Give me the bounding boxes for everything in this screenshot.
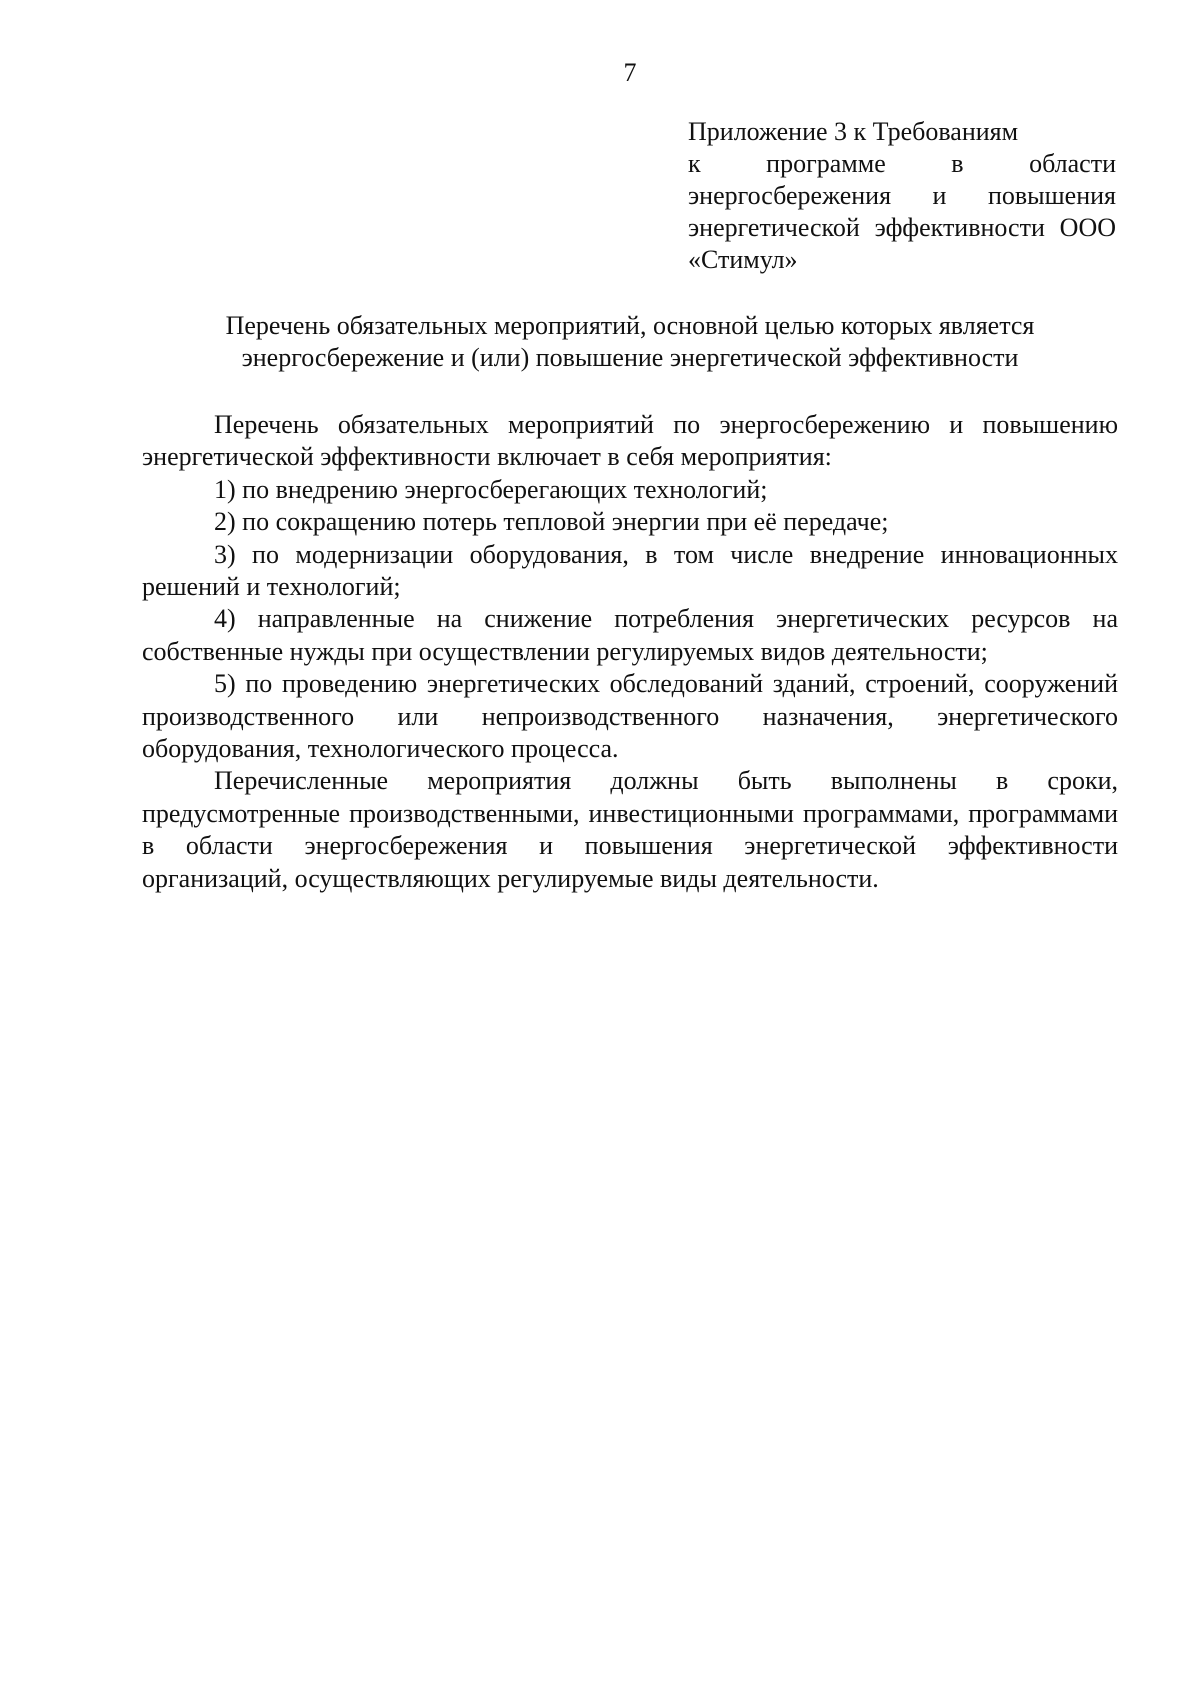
appendix-reference-text: к программе в области энергосбережения и повышения энергетической эффективности ООО «Стимул»	[688, 149, 1116, 274]
appendix-title-line: Приложение 3 к Требованиям	[688, 117, 1019, 146]
document-title	[142, 310, 1118, 374]
document-title-line-1: Перечень обязательных мероприятий, основной целью которых является	[225, 311, 1035, 340]
document-body	[142, 409, 1118, 895]
list-item-1: 1) по внедрению энергосберегающих технологий;	[214, 474, 768, 504]
document-title-line-2: энергосбережение и (или) повышение энергетической эффективности	[241, 343, 1019, 372]
list-item-2: 2) по сокращению потерь тепловой энергии при её передаче;	[214, 507, 889, 537]
list-item-4: 4) направленные на снижение потребления энергетических ресурсов на собственные нужды при осуществлении регулируемых видов деятельности;	[142, 604, 1118, 666]
list-item-3: 3) по модернизации оборудования, в том числе внедрение инновационных решений и технологий;	[142, 539, 1118, 602]
closing-paragraph: Перечисленные мероприятия должны быть выполнены в сроки, предусмотренные производственными, инвестиционными программами, программами в области энергосбережения и повышения энергетической эффективности организаций, осуществляющих регулируемые виды деятельности.	[142, 766, 1118, 893]
page-number: 7	[623, 58, 637, 87]
intro-paragraph: Перечень обязательных мероприятий по энергосбережению и повышению энергетической эффективности включает в себя мероприятия:	[142, 410, 1118, 472]
list-item-5: 5) по проведению энергетических обследований зданий, строений, сооружений производственного или непроизводственного назначения, энергетического оборудования, технологического процесса.	[142, 669, 1118, 764]
appendix-reference	[688, 116, 1116, 276]
